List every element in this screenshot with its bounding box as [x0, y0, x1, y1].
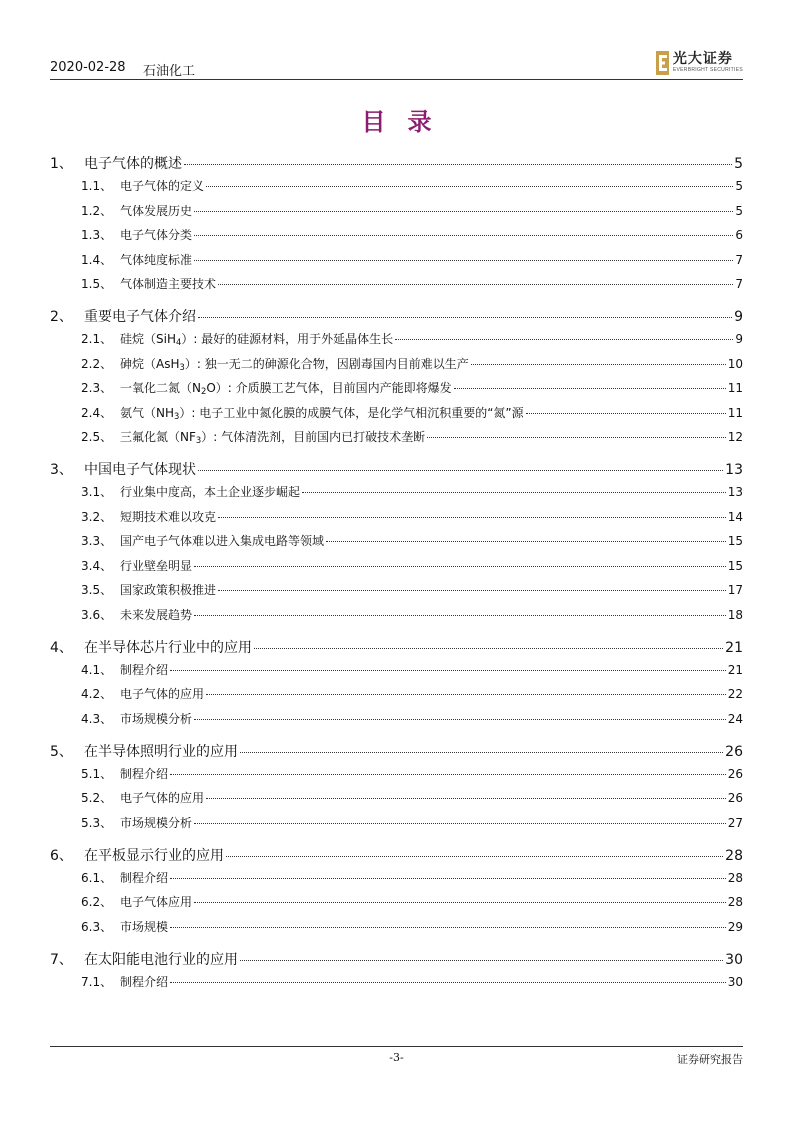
toc-entry[interactable] [50, 306, 743, 326]
chemical-subscript: 3 [179, 361, 185, 372]
toc-entry-number: 1.1、 [81, 179, 113, 193]
toc-entry-title [120, 330, 393, 347]
toc-entry-number: 2.3、 [81, 381, 113, 395]
toc-entry-title-part: 砷烷（AsH [120, 356, 180, 371]
dot-leader [194, 823, 726, 824]
page-number: -3- [389, 1051, 404, 1064]
toc-entry-page: 7 [735, 277, 743, 291]
toc-entry-number: 3.2、 [81, 509, 113, 524]
toc-entry[interactable] [50, 202, 743, 219]
toc-entry-title-part: 氨气（NH [120, 405, 175, 420]
toc-entry-number: 6.1、 [81, 870, 113, 885]
toc-entry-title-part: ）: 最好的硅源材料，用于外延晶体生长 [181, 332, 394, 346]
toc-entry-title: 未来发展趋势 [120, 607, 193, 622]
dot-leader [427, 437, 726, 438]
toc-entry[interactable] [50, 508, 743, 525]
toc-entry[interactable] [50, 355, 743, 372]
toc-entry-number: 1.2、 [81, 203, 113, 218]
toc-entry[interactable] [50, 765, 743, 782]
toc-entry-title: 电子气体的概述 [84, 156, 182, 172]
company-logo [656, 50, 743, 76]
toc-entry[interactable] [50, 949, 743, 969]
toc-entry-title: 在太阳能电池行业的应用 [84, 951, 238, 968]
industry-name: 石油化工 [143, 64, 196, 79]
toc-entry-title: 电子气体的定义 [120, 179, 205, 193]
toc-entry-number: 3.3、 [81, 534, 113, 548]
dot-leader [240, 752, 723, 753]
toc-entry[interactable] [50, 606, 743, 623]
toc-entry-title: 短期技术难以攻克 [120, 509, 217, 524]
toc-entry-title-part: O）: 介质膜工艺气体，目前国内产能即将爆发 [206, 381, 452, 395]
dot-leader [194, 902, 726, 903]
toc-entry-title: 市场规模 [120, 919, 169, 934]
dot-leader [395, 339, 733, 340]
toc-entry-page: 26 [727, 791, 743, 805]
toc-entry-title-part: ）: 独一无二的砷源化合物，因剧毒国内目前难以生产 [184, 356, 469, 371]
toc-entry[interactable] [50, 845, 743, 865]
header-divider [50, 79, 743, 80]
toc-entry[interactable] [50, 661, 743, 678]
toc-entry-title: 电子气体应用 [120, 895, 193, 909]
toc-entry-number: 1.4、 [81, 252, 113, 267]
toc-entry-title: 气体制造主要技术 [120, 277, 217, 291]
toc-entry-page: 28 [725, 847, 743, 864]
toc-entry-page: 29 [727, 919, 743, 934]
toc-entry-number: 4.1、 [81, 662, 113, 677]
toc-entry-title: 重要电子气体介绍 [84, 309, 196, 325]
toc-entry-page: 9 [735, 332, 743, 346]
toc-entry-title: 制程介绍 [120, 974, 169, 989]
toc-entry[interactable] [50, 379, 743, 396]
toc-entry-number: 7.1、 [81, 974, 113, 989]
dot-leader [218, 517, 726, 518]
page-title: 目录 [361, 108, 454, 136]
toc-entry-page: 11 [727, 381, 743, 395]
toc-entry[interactable] [50, 710, 743, 727]
toc-entry-page: 7 [735, 252, 743, 267]
toc-entry-title [120, 404, 524, 421]
dot-leader [206, 186, 733, 187]
page-header [50, 51, 743, 79]
toc-entry[interactable] [50, 918, 743, 935]
toc-entry-page: 22 [727, 687, 743, 701]
toc-entry[interactable] [50, 741, 743, 761]
dot-leader [198, 470, 723, 471]
toc-entry-number: 2.1、 [81, 332, 113, 346]
dot-leader [184, 164, 732, 165]
dot-leader [254, 648, 723, 649]
toc-entry-title: 电子气体的应用 [120, 791, 205, 805]
toc-entry-title: 气体发展历史 [120, 203, 193, 218]
chemical-subscript: 2 [200, 386, 207, 396]
dot-leader [218, 284, 733, 285]
chemical-subscript: 4 [175, 337, 182, 347]
toc-entry-page: 5 [735, 179, 743, 193]
dot-leader [194, 566, 726, 567]
toc-entry-page: 21 [727, 662, 743, 677]
dot-leader [198, 317, 732, 318]
toc-entry-number: 5、 [50, 743, 73, 760]
toc-entry[interactable] [50, 789, 743, 806]
toc-entry-page: 17 [727, 583, 743, 597]
toc-entry-title: 国产电子气体难以进入集成电路等领域 [120, 534, 325, 548]
toc-entry-page: 6 [735, 228, 743, 242]
dot-leader [471, 364, 726, 365]
dot-leader [170, 982, 726, 983]
toc-entry-page: 18 [727, 607, 743, 622]
toc-entry-number: 6.3、 [81, 919, 113, 934]
toc-entry[interactable] [50, 637, 743, 657]
dot-leader [194, 615, 726, 616]
logo-mark-icon [656, 51, 669, 75]
toc-entry-page: 9 [734, 309, 743, 325]
toc-entry-title: 市场规模分析 [120, 711, 193, 726]
toc-entry-title: 在平板显示行业的应用 [84, 847, 224, 864]
toc-entry-number: 4.2、 [81, 687, 113, 701]
toc-entry[interactable] [50, 869, 743, 886]
toc-entry-title-part: 三氟化氮（NF [120, 430, 196, 444]
toc-entry-title: 市场规模分析 [120, 815, 193, 830]
toc-entry-number: 5.2、 [81, 791, 113, 805]
dot-leader [302, 492, 726, 493]
toc-entry-number: 2.5、 [81, 430, 113, 444]
toc-entry-page: 5 [735, 203, 743, 218]
toc-entry-title: 气体纯度标准 [120, 252, 193, 267]
toc-entry-page: 15 [727, 558, 743, 573]
toc-entry-title-part: 一氧化二氮（N [120, 381, 201, 395]
toc-entry-number: 5.1、 [81, 766, 113, 781]
toc-entry-title: 制程介绍 [120, 766, 169, 781]
toc-entry[interactable] [50, 275, 743, 292]
dot-leader [526, 413, 726, 414]
dot-leader [194, 211, 733, 212]
toc-entry-number: 5.3、 [81, 815, 113, 830]
toc-entry-page: 28 [727, 870, 743, 885]
toc-entry-number: 4、 [50, 639, 73, 656]
toc-entry-number: 1、 [50, 156, 73, 172]
toc-entry-title-part: 硅烷（SiH [120, 332, 176, 346]
toc-entry-page: 30 [727, 974, 743, 989]
toc-entry-page: 14 [727, 509, 743, 524]
toc-entry[interactable] [50, 251, 743, 268]
toc-entry[interactable] [50, 428, 743, 445]
dot-leader [206, 694, 726, 695]
toc-entry-number: 2.4、 [81, 405, 113, 420]
toc-entry-number: 3、 [50, 462, 73, 478]
toc-entry[interactable] [50, 177, 743, 194]
toc-entry-page: 11 [727, 405, 743, 420]
toc-entry[interactable] [50, 557, 743, 574]
toc-entry-number: 4.3、 [81, 711, 113, 726]
toc-entry-number: 1.3、 [81, 228, 113, 242]
toc-entry[interactable] [50, 532, 743, 549]
chemical-subscript: 3 [195, 435, 202, 445]
toc-entry-page: 26 [725, 743, 743, 760]
toc-entry[interactable] [50, 483, 743, 500]
dot-leader [170, 774, 726, 775]
dot-leader [206, 798, 726, 799]
toc-entry[interactable] [50, 893, 743, 910]
toc-entry[interactable] [50, 459, 743, 479]
footer-divider [50, 1046, 743, 1047]
dot-leader [194, 719, 726, 720]
report-type-label: 证券研究报告 [677, 1053, 743, 1066]
toc-entry-page: 13 [727, 485, 743, 499]
toc-entry-number: 2、 [50, 309, 73, 325]
toc-entry[interactable] [50, 685, 743, 702]
toc-entry-title [120, 355, 469, 372]
toc-entry-number: 7、 [50, 951, 73, 968]
toc-entry-number: 6.2、 [81, 895, 113, 909]
dot-leader [170, 670, 726, 671]
dot-leader [454, 388, 726, 389]
toc-entry[interactable] [50, 404, 743, 421]
chemical-subscript: 3 [174, 410, 180, 421]
dot-leader [218, 590, 726, 591]
toc-entry-title: 制程介绍 [120, 870, 169, 885]
toc-entry-title: 电子气体分类 [120, 228, 193, 242]
toc-entry-page: 30 [725, 951, 743, 968]
dot-leader [240, 960, 723, 961]
toc-entry-title: 行业集中度高，本土企业逐步崛起 [120, 485, 301, 499]
toc-entry-page: 13 [725, 462, 743, 478]
toc-entry-title [120, 379, 452, 396]
toc-entry[interactable] [50, 330, 743, 347]
toc-entry[interactable] [50, 226, 743, 243]
toc-entry-page: 26 [727, 766, 743, 781]
toc-entry-number: 1.5、 [81, 277, 113, 291]
toc-entry-page: 10 [727, 356, 743, 371]
toc-entry[interactable] [50, 973, 743, 990]
toc-entry-number: 3.5、 [81, 583, 113, 597]
toc-entry-title: 国家政策积极推进 [120, 583, 217, 597]
toc-entry-title: 在半导体芯片行业中的应用 [84, 639, 252, 656]
toc-entry-title: 电子气体的应用 [120, 687, 205, 701]
toc-entry-number: 3.1、 [81, 485, 113, 499]
toc-entry-number: 3.4、 [81, 558, 113, 573]
logo-english-name: EVERBRIGHT SECURITIES [672, 67, 743, 73]
report-date: 2020-02-28 [50, 60, 126, 75]
toc-entry-page: 28 [727, 895, 743, 909]
toc-entry-title: 在半导体照明行业的应用 [84, 743, 238, 760]
toc-entry-title: 制程介绍 [120, 662, 169, 677]
dot-leader [170, 927, 726, 928]
toc-entry-title [120, 428, 425, 445]
toc-entry[interactable] [50, 581, 743, 598]
dot-leader [226, 856, 723, 857]
dot-leader [194, 235, 733, 236]
toc-entry-page: 27 [727, 815, 743, 830]
dot-leader [170, 878, 726, 879]
dot-leader [194, 260, 733, 261]
toc-entry-title: 中国电子气体现状 [84, 462, 196, 478]
toc-entry-title: 行业壁垒明显 [120, 558, 193, 573]
toc-entry-number: 3.6、 [81, 607, 113, 622]
toc-entry-page: 21 [725, 639, 743, 656]
toc-entry-page: 15 [727, 534, 743, 548]
dot-leader [326, 541, 726, 542]
toc-entry-number: 2.2、 [81, 356, 113, 371]
toc-entry-page: 24 [727, 711, 743, 726]
logo-chinese-name: 光大证券 [672, 51, 733, 67]
toc-entry-title-part: ）: 气体清洗剂，目前国内已打破技术垄断 [201, 430, 426, 444]
toc-entry[interactable] [50, 153, 743, 173]
toc-entry-page: 5 [734, 156, 743, 172]
toc-entry-title-part: ）: 电子工业中氮化膜的成膜气体，是化学气相沉积重要的“氮”源 [179, 405, 524, 420]
toc-entry-number: 6、 [50, 847, 73, 864]
toc-entry[interactable] [50, 814, 743, 831]
toc-entry-page: 12 [727, 430, 743, 444]
